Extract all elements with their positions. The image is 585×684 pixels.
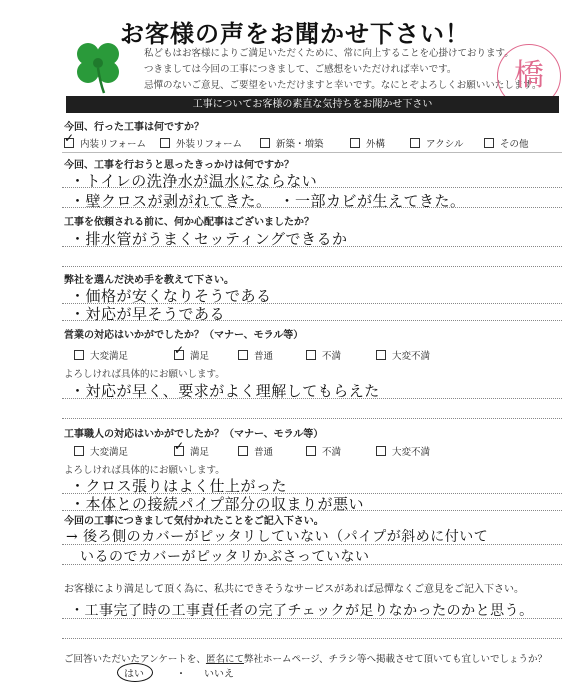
clover-illustration [70,38,126,94]
q6-option-2[interactable]: 普通 [238,444,273,458]
q6-answer-1: ・クロス張りはよく仕上がった [70,477,288,495]
answer-line [62,207,562,208]
q6-label: 工事職人の対応はいかがでしたか？（マナー、モラル等） [64,429,324,440]
q1-option-0[interactable]: 内装リフォーム [64,136,146,150]
checkbox-icon [306,446,316,456]
divider [62,152,562,153]
answer-line [62,398,562,399]
q6-answer-2: ・本体との接続パイプ部分の収まりが悪い [70,495,365,513]
checkbox-icon [350,138,360,148]
consent-no-option[interactable]: いいえ [204,669,234,680]
checkbox-icon [260,138,270,148]
intro-line-1: 私どもはお客様によりご満足いただくために、常に向上することを心掛けております。 [144,48,514,59]
q6-option-0[interactable]: 大変満足 [74,444,128,458]
q1-option-2[interactable]: 新築・増築 [260,136,324,150]
q1-option-4[interactable]: アクシル [410,136,463,150]
checkbox-icon [74,350,84,360]
checkbox-icon [238,446,248,456]
answer-line [62,638,562,639]
q5-label: 営業の対応はいかがでしたか？（マナー、モラル等） [64,330,304,341]
q5-detail-label: よろしければ具体的にお願いします。 [64,369,225,380]
checkbox-icon [376,446,386,456]
check-mark-icon: ✓ [174,439,185,453]
answer-line [62,564,562,565]
q2-answer-1: ・トイレの洗浄水が温水にならない [70,172,318,190]
q7-answer-1: → 後ろ側のカバーがピッタリしていない（パイプが斜めに付いて [66,529,489,545]
q5-option-1[interactable]: 満足 [174,348,209,362]
q4-answer-2: ・対応が早そうである [70,305,226,323]
q5-option-4[interactable]: 大変不満 [376,348,430,362]
section-banner: 工事についてお客様の素直な気持ちをお聞かせ下さい [66,96,559,113]
intro-line-3: 忌憚のないご意見、ご要望をいただけますと幸いです。なにとぞよろしくお願いいたします。 [144,80,542,91]
answer-line [62,618,562,619]
seal-stamp: 橋 [497,44,561,108]
q5-answer-1: ・対応が早く、要求がよく理解してもらえた [70,382,380,400]
q8-label: お客様により満足して頂く為に、私共にできそうなサービスがあれば忌憚なくご意見をご記入下さい。 [64,584,524,595]
q1-label: 今回、行った工事は何ですか？ [64,122,204,133]
q6-detail-label: よろしければ具体的にお願いします。 [64,465,225,476]
consent-yes-option[interactable]: はい [124,669,144,680]
q1-option-1[interactable]: 外装リフォーム [160,136,242,150]
checkbox-icon [410,138,420,148]
consent-text-after: 弊社ホームページ、チラシ等へ掲載させて頂いても宜しいでしょうか？ [243,654,548,665]
checkbox-icon [376,350,386,360]
q1-option-5[interactable]: その他 [484,136,529,150]
answer-line [62,187,562,188]
checkbox-icon [484,138,494,148]
answer-line [62,266,562,267]
consent-separator: ・ [176,669,186,680]
q7-answer-2: いるのでカバーがピッタリかぶさっていない [80,549,370,565]
answer-line [62,510,562,511]
q8-answer-1: ・工事完了時の工事責任者の完了チェックが足りなかったのかと思う。 [70,603,534,619]
q5-option-0[interactable]: 大変満足 [74,348,128,362]
checkbox-icon [238,350,248,360]
checkbox-icon [74,446,84,456]
q7-label: 今回の工事につきまして気付かれたことをご記入下さい。 [64,516,324,527]
q1-option-3[interactable]: 外構 [350,136,385,150]
page-title: お客様の声をお聞かせ下さい！ [120,20,470,48]
consent-text-anonymous: 匿名にて [205,654,244,665]
q2-answer-2: ・壁クロスが剥がれてきた。 ・一部カビが生えてきた。 [70,192,466,210]
checkbox-icon [160,138,170,148]
q3-label: 工事を依頼される前に、何か心配事はございましたか？ [64,217,314,228]
answer-line [62,320,562,321]
q5-option-2[interactable]: 普通 [238,348,273,362]
q4-answer-1: ・価格が安くなりそうである [70,287,272,305]
intro-line-2: つきましては今回の工事につきまして、ご感想をいただければ幸いです。 [144,64,457,75]
checkbox-icon [306,350,316,360]
q3-answer-1: ・排水管がうまくセッティングできるか [70,230,348,248]
answer-line [62,544,562,545]
q2-label: 今回、工事を行おうと思ったきっかけは何ですか？ [64,160,294,171]
check-mark-icon: ✓ [174,343,185,357]
q5-option-3[interactable]: 不満 [306,348,341,362]
consent-text-before: ご回答いただいたアンケートを、 [64,654,206,665]
q6-option-1[interactable]: 満足 [174,444,209,458]
q4-label: 弊社を選んだ決め手を教えて下さい。 [64,275,234,286]
q6-option-4[interactable]: 大変不満 [376,444,430,458]
check-mark-icon: ✓ [64,131,75,145]
answer-line [62,246,562,247]
q6-option-3[interactable]: 不満 [306,444,341,458]
answer-line [62,418,562,419]
yes-circle-mark [117,663,153,682]
